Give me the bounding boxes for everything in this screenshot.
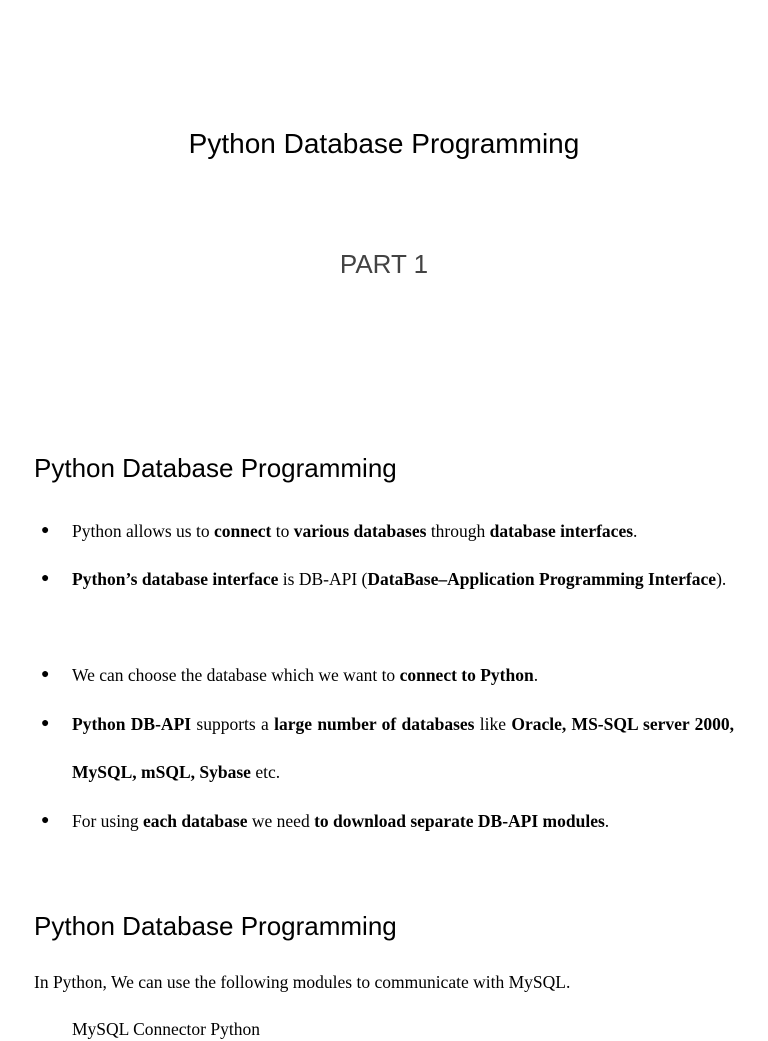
text-run: . [604,811,610,831]
bold-text-run: large number of databases [274,714,475,734]
bold-text-run: various databases [293,521,427,541]
bullet-text [72,797,734,845]
text-run: Python allows us to [72,521,214,541]
text-run: We can choose the database which we want to [72,665,400,685]
bullet-icon: ● [41,523,50,538]
text-run: ). [716,569,727,589]
bullet-text [72,555,734,603]
section-heading-2: Python Database Programming [34,911,397,941]
bold-text-run: database interfaces [489,521,634,541]
text-run: like [474,714,512,734]
text-run: etc. [250,762,281,782]
bold-text-run: connect to Python [399,665,534,685]
text-run: through [426,521,490,541]
bullet-text [72,700,734,796]
text-run: is DB-API ( [278,569,368,589]
bullet-text [72,507,734,555]
text-run: . [633,521,638,541]
bullet-icon: ● [41,667,50,682]
bold-text-run: Oracle, MS-SQL server 2000, MySQL, mSQL, Sybase [72,714,735,782]
bold-text-run: Python DB-API [72,714,192,734]
bullet-icon: ● [41,813,50,828]
paragraph: In Python, We can use the following modules to communicate with MySQL. [34,972,571,992]
bold-text-run: connect [213,521,272,541]
page-title: Python Database Programming [188,128,580,159]
bullet-icon: ● [41,571,50,586]
cut-off-text: MySQL Connector Python [72,1019,260,1039]
part-label: PART 1 [339,249,429,279]
text-run: supports a [191,714,275,734]
bullet-text [72,651,734,699]
section-heading-1: Python Database Programming [34,453,397,483]
text-run: . [533,665,539,685]
text-run: we need [247,811,315,831]
bold-text-run: DataBase–Application Programming Interface [367,569,717,589]
text-run: For using [72,811,143,831]
text-run: to [271,521,294,541]
bold-text-run: Python’s database interface [72,569,279,589]
bold-text-run: each database [142,811,248,831]
bold-text-run: to download separate DB-API modules [314,811,605,831]
bullet-icon: ● [41,716,50,731]
